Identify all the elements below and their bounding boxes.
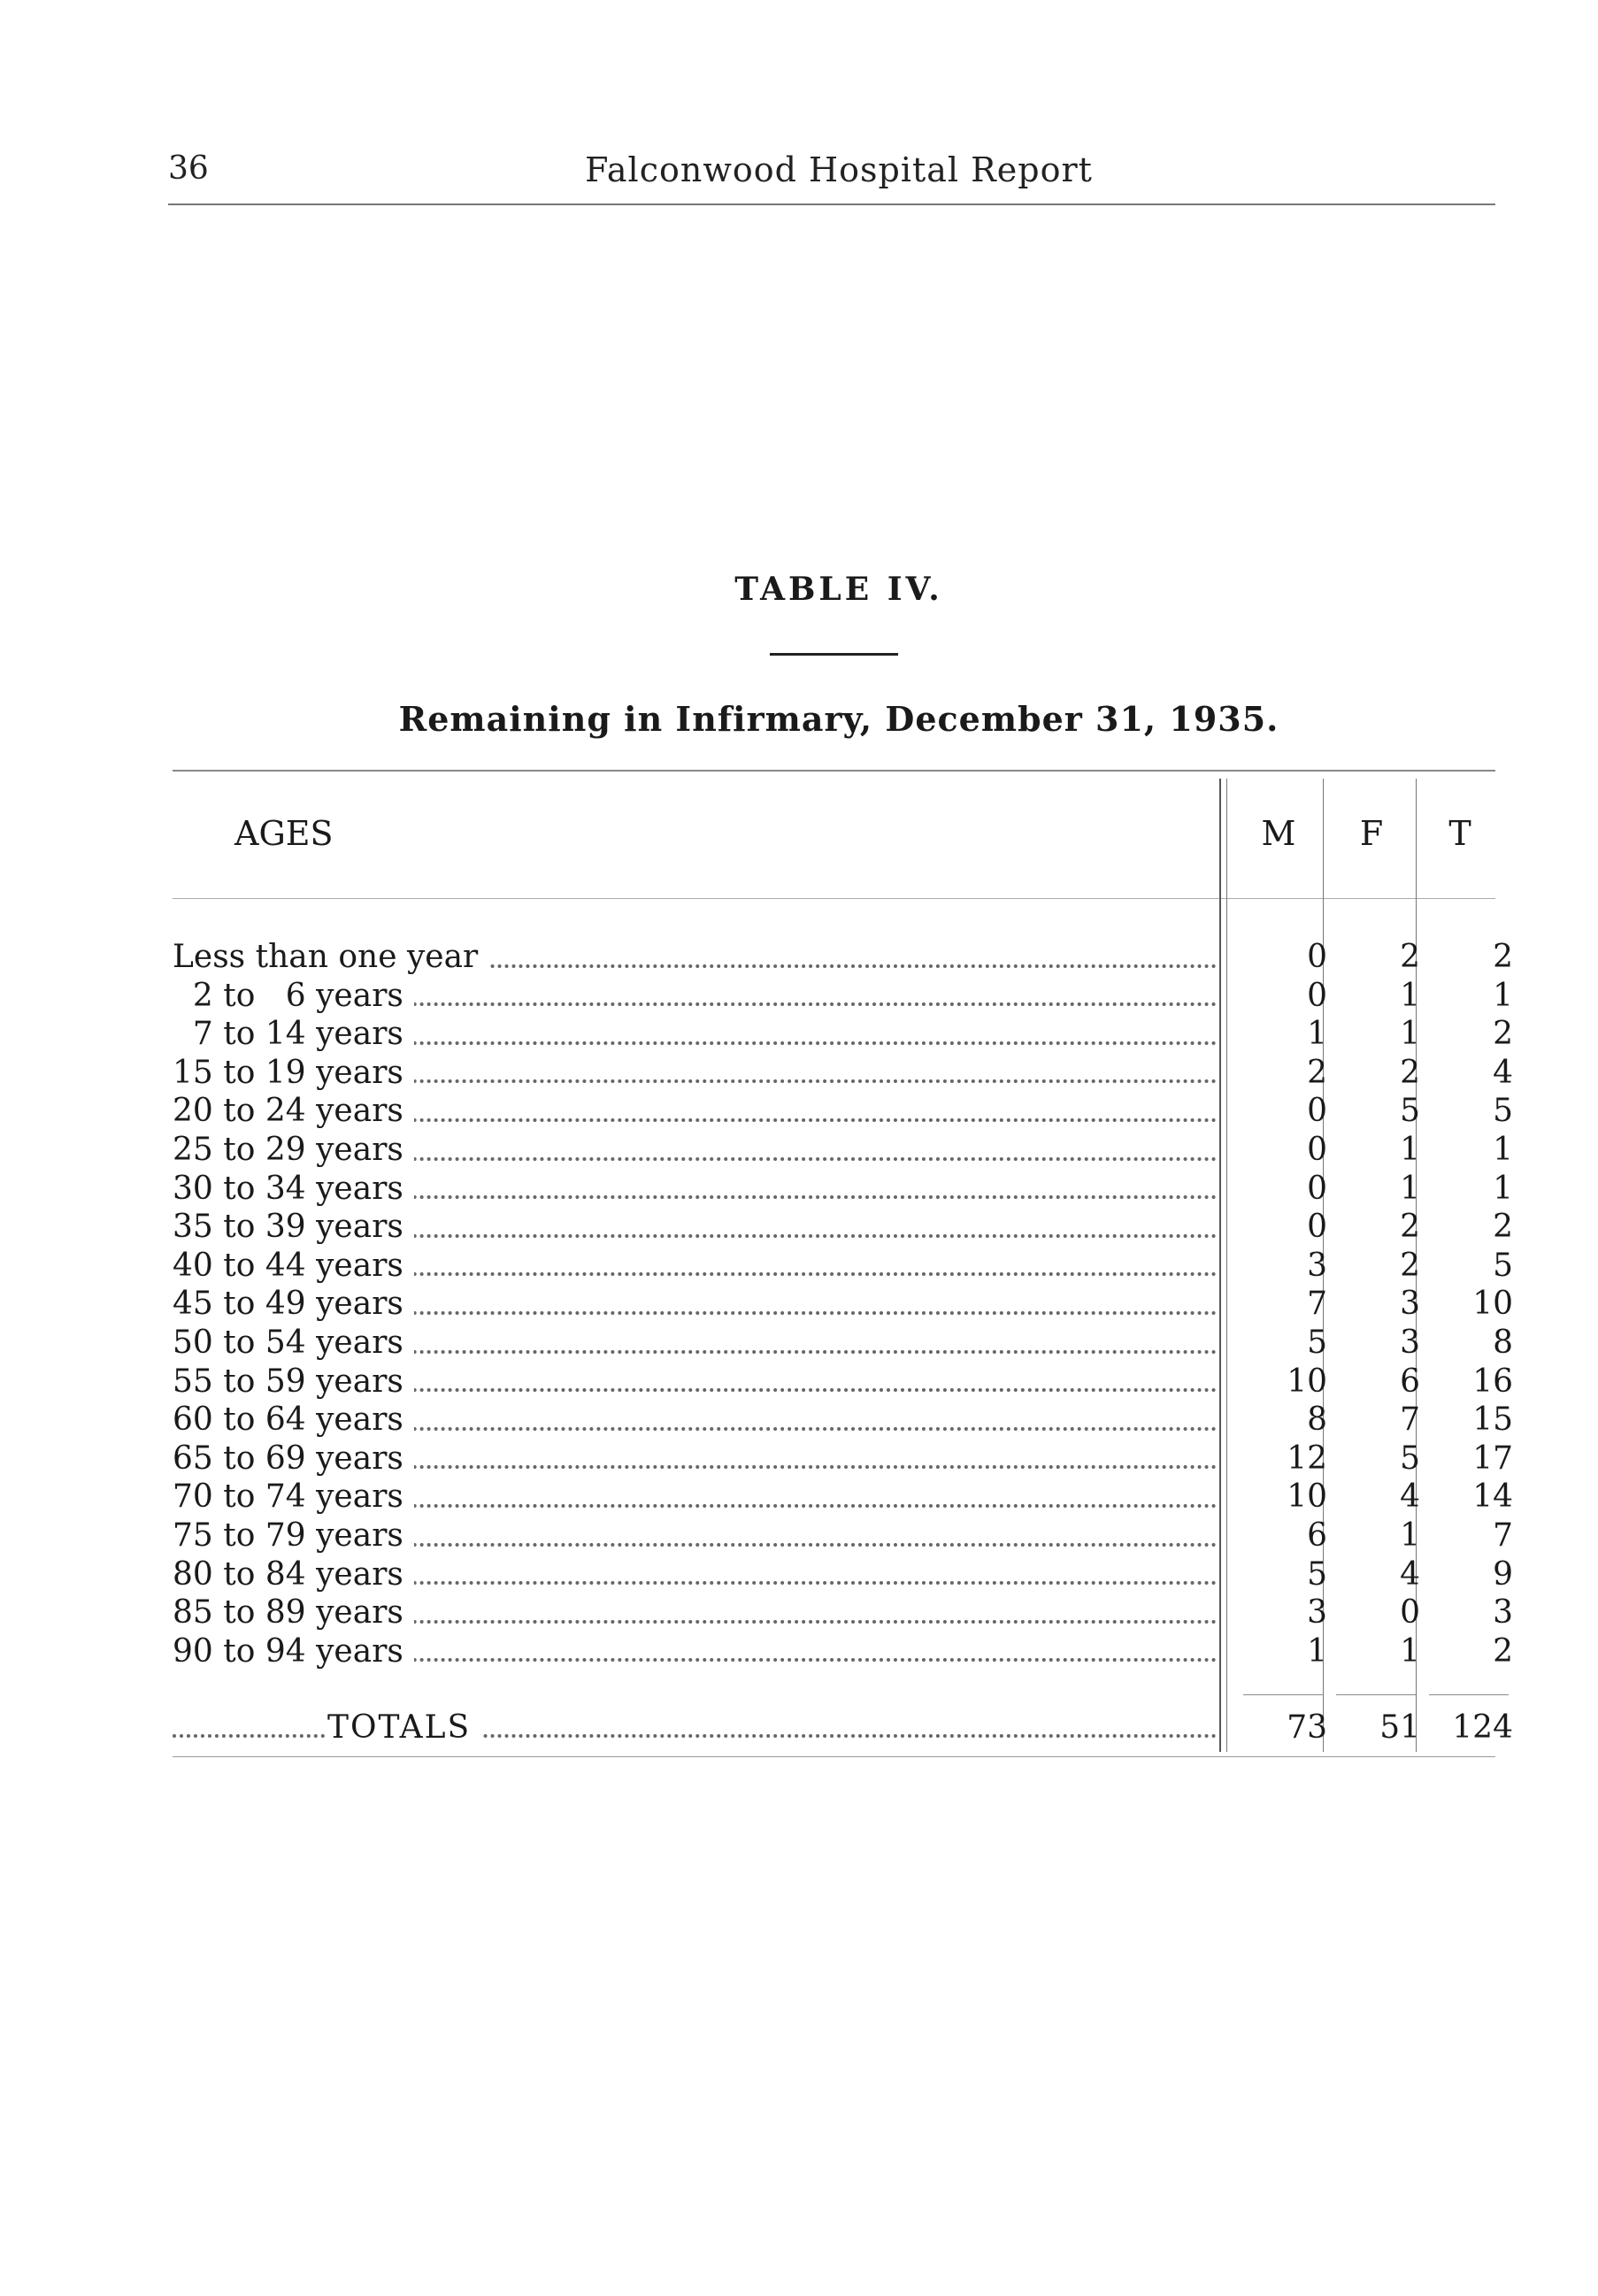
- male-count: 1: [1307, 1016, 1327, 1053]
- age-cell: [173, 1517, 1217, 1555]
- female-count: 5: [1400, 1440, 1420, 1477]
- age-cell: [173, 1170, 1217, 1209]
- table-row: [173, 1054, 1513, 1093]
- male-count: 0: [1307, 1170, 1327, 1207]
- age-label: 65 to 69 years: [173, 1440, 414, 1477]
- table-row: [173, 1208, 1513, 1247]
- column-header-t: T: [1448, 814, 1471, 853]
- age-label: 40 to 44 years: [173, 1248, 414, 1284]
- total-count: 16: [1472, 1363, 1513, 1400]
- total-count: 4: [1493, 1054, 1513, 1091]
- age-label: 75 to 79 years: [173, 1517, 414, 1554]
- female-count: 6: [1400, 1363, 1420, 1400]
- age-label: 55 to 59 years: [173, 1363, 414, 1400]
- column-header-m: M: [1261, 814, 1296, 853]
- table-row: [173, 1131, 1513, 1170]
- age-cell: [173, 1555, 1217, 1594]
- male-count: 10: [1287, 1363, 1327, 1400]
- age-label: 80 to 84 years: [173, 1556, 414, 1593]
- male-count: 0: [1307, 1093, 1327, 1130]
- age-cell: [173, 1054, 1217, 1093]
- male-count: 2: [1307, 1054, 1327, 1091]
- table-row: [173, 1247, 1513, 1286]
- total-count: 10: [1472, 1286, 1513, 1323]
- table-body: [173, 938, 1513, 1670]
- total-count: 1: [1493, 1131, 1513, 1168]
- total-count: 2: [1493, 939, 1513, 975]
- table-bottom-rule: [173, 1756, 1495, 1757]
- female-count: 1: [1400, 1170, 1420, 1207]
- age-label: 20 to 24 years: [173, 1093, 414, 1129]
- female-count: 1: [1400, 1517, 1420, 1554]
- female-count: 1: [1400, 1016, 1420, 1053]
- table-head-rule: [173, 898, 1495, 899]
- table-title: TABLE IV.: [734, 571, 943, 608]
- table-row: [173, 1170, 1513, 1209]
- age-label: 85 to 89 years: [173, 1594, 414, 1631]
- age-cell: [173, 938, 1217, 977]
- age-cell: [173, 1208, 1217, 1247]
- total-count: 17: [1472, 1440, 1513, 1477]
- table-subtitle: Remaining in Infirmary, December 31, 1935.: [398, 699, 1279, 739]
- age-label: 15 to 19 years: [173, 1055, 414, 1091]
- table-row: [173, 1555, 1513, 1594]
- age-label: 60 to 64 years: [173, 1401, 414, 1438]
- totals-m: 73: [1287, 1709, 1327, 1746]
- age-cell: [173, 1131, 1217, 1170]
- age-cell: [173, 1632, 1217, 1671]
- total-count: 8: [1493, 1324, 1513, 1361]
- total-count: 5: [1493, 1093, 1513, 1130]
- column-header-f: F: [1359, 814, 1384, 853]
- total-count: 15: [1472, 1401, 1513, 1439]
- female-count: 2: [1400, 1054, 1420, 1091]
- total-count: 1: [1493, 1170, 1513, 1207]
- sum-rule: [1429, 1694, 1509, 1695]
- female-count: 2: [1400, 1209, 1420, 1246]
- male-count: 0: [1307, 1209, 1327, 1246]
- male-count: 6: [1307, 1517, 1327, 1554]
- male-count: 1: [1307, 1632, 1327, 1670]
- total-count: 5: [1493, 1247, 1513, 1284]
- age-label: 25 to 29 years: [173, 1132, 414, 1168]
- table-row: [173, 1478, 1513, 1517]
- totals-t: 124: [1452, 1709, 1513, 1746]
- age-cell: [173, 1363, 1217, 1401]
- male-count: 0: [1307, 1131, 1327, 1168]
- female-count: 1: [1400, 1632, 1420, 1670]
- male-count: 10: [1287, 1478, 1327, 1516]
- total-count: 14: [1472, 1478, 1513, 1516]
- page-number: 36: [168, 150, 209, 187]
- female-count: 4: [1400, 1555, 1420, 1593]
- age-label: 45 to 49 years: [173, 1286, 414, 1322]
- female-count: 2: [1400, 939, 1420, 975]
- male-count: 7: [1307, 1286, 1327, 1323]
- age-cell: [173, 1285, 1217, 1324]
- sum-rule: [1336, 1694, 1416, 1695]
- age-cell: [173, 977, 1217, 1016]
- title-rule: [770, 653, 898, 656]
- total-count: 2: [1493, 1632, 1513, 1670]
- table-row: [173, 1517, 1513, 1555]
- male-count: 12: [1287, 1440, 1327, 1477]
- female-count: 2: [1400, 1247, 1420, 1284]
- female-count: 5: [1400, 1093, 1420, 1130]
- table-row: [173, 977, 1513, 1016]
- female-count: 1: [1400, 977, 1420, 1014]
- table-row: [173, 1285, 1513, 1324]
- age-label: 90 to 94 years: [173, 1633, 414, 1670]
- female-count: 3: [1400, 1286, 1420, 1323]
- age-cell: [173, 1593, 1217, 1632]
- age-cell: [173, 1015, 1217, 1054]
- column-header-ages: AGES: [234, 814, 334, 853]
- male-count: 5: [1307, 1555, 1327, 1593]
- totals-f: 51: [1379, 1709, 1420, 1746]
- age-cell: [173, 1401, 1217, 1440]
- male-count: 8: [1307, 1401, 1327, 1439]
- table-row: [173, 1401, 1513, 1440]
- table-row: [173, 1593, 1513, 1632]
- table-top-rule: [173, 770, 1495, 772]
- age-label: 2 to 6 years: [173, 978, 414, 1014]
- age-label: 50 to 54 years: [173, 1325, 414, 1361]
- male-count: 3: [1307, 1594, 1327, 1632]
- male-count: 5: [1307, 1324, 1327, 1361]
- male-count: 0: [1307, 939, 1327, 975]
- table-row: [173, 1015, 1513, 1054]
- total-count: 2: [1493, 1016, 1513, 1053]
- age-label: 35 to 39 years: [173, 1209, 414, 1245]
- age-cell: [173, 1324, 1217, 1363]
- age-label: 30 to 34 years: [173, 1171, 414, 1207]
- male-count: 3: [1307, 1247, 1327, 1284]
- totals-label: TOTALS: [327, 1709, 481, 1746]
- age-label: 7 to 14 years: [173, 1016, 414, 1052]
- age-label: 70 to 74 years: [173, 1478, 414, 1515]
- age-label: Less than one year: [173, 939, 488, 975]
- age-cell: [173, 1247, 1217, 1286]
- table-row: [173, 1324, 1513, 1363]
- age-cell: [173, 1092, 1217, 1131]
- table-row: [173, 1440, 1513, 1478]
- female-count: 0: [1400, 1594, 1420, 1632]
- female-count: 1: [1400, 1131, 1420, 1168]
- age-cell: [173, 1478, 1217, 1517]
- female-count: 3: [1400, 1324, 1420, 1361]
- total-count: 9: [1493, 1555, 1513, 1593]
- total-count: 3: [1493, 1594, 1513, 1632]
- table-row: [173, 1092, 1513, 1131]
- total-count: 2: [1493, 1209, 1513, 1246]
- male-count: 0: [1307, 977, 1327, 1014]
- female-count: 4: [1400, 1478, 1420, 1516]
- totals-row: [173, 1708, 1513, 1748]
- running-title: Falconwood Hospital Report: [585, 150, 1093, 189]
- header-rule: [168, 203, 1495, 205]
- totals-label-cell: [173, 1708, 1217, 1747]
- total-count: 7: [1493, 1517, 1513, 1554]
- table-row: [173, 1632, 1513, 1671]
- age-cell: [173, 1440, 1217, 1478]
- sum-rule: [1243, 1694, 1323, 1695]
- table-row: [173, 1363, 1513, 1401]
- total-count: 1: [1493, 977, 1513, 1014]
- table-row: [173, 938, 1513, 977]
- female-count: 7: [1400, 1401, 1420, 1439]
